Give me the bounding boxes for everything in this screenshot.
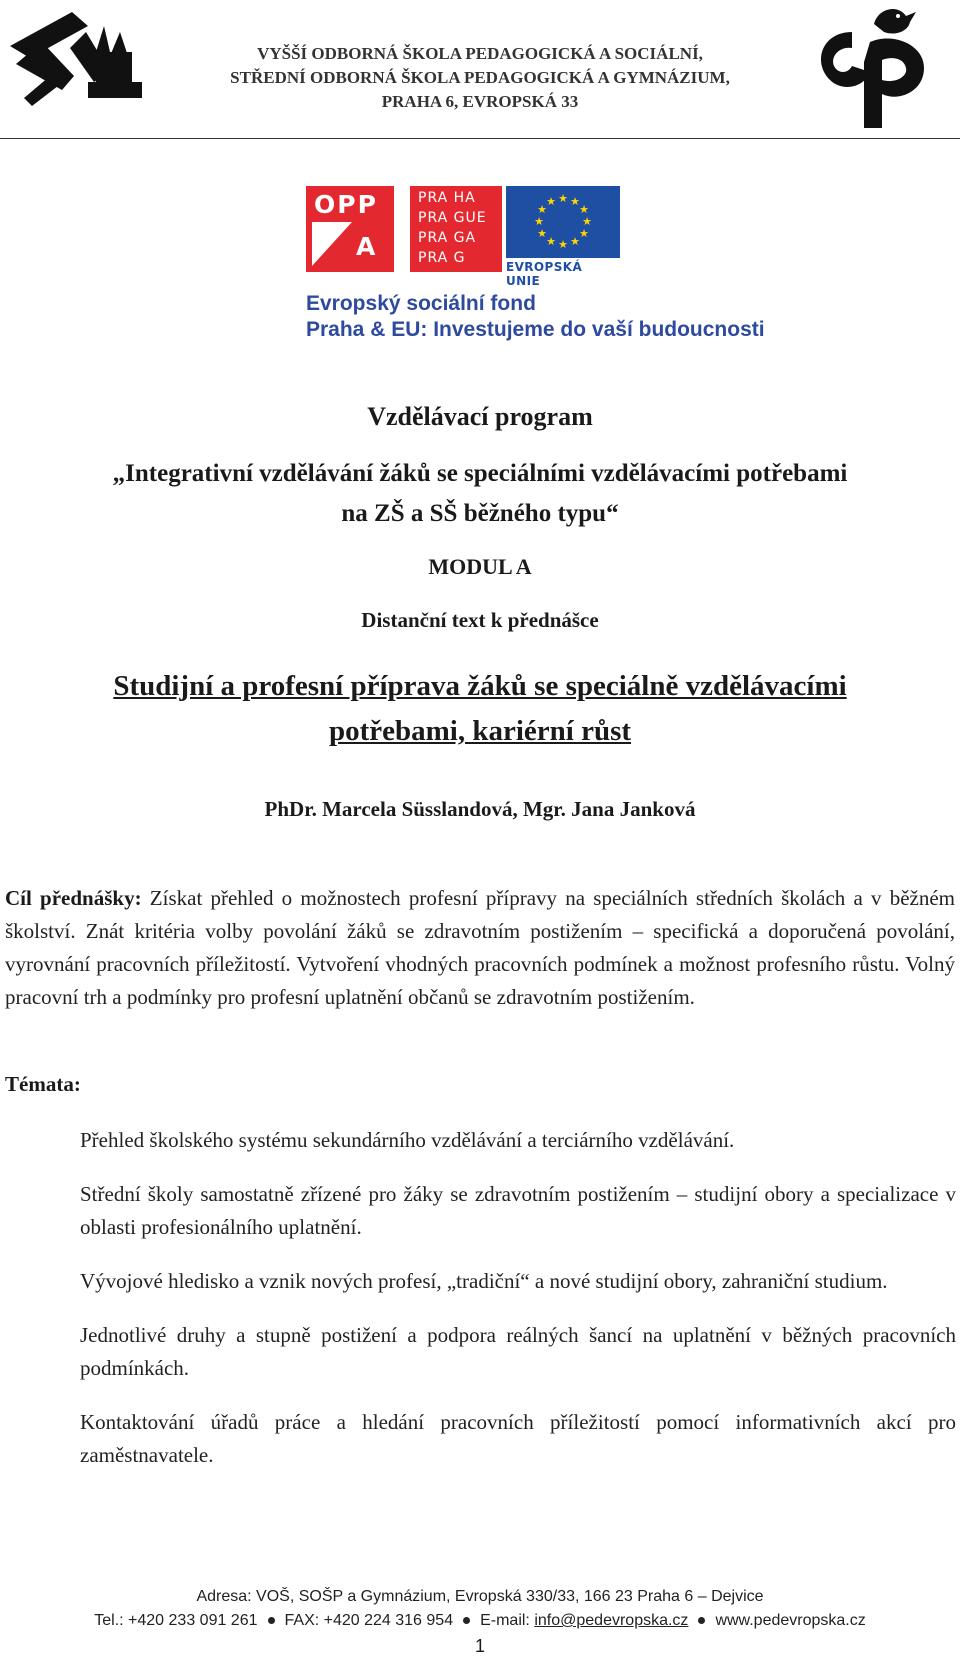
footer-fax: FAX: +420 224 316 954 [284, 1612, 454, 1629]
lecture-title-line2: potřebami, kariérní růst [328, 715, 632, 747]
bullet-separator [268, 1617, 275, 1624]
footer-address: Adresa: VOŠ, SOŠP a Gymnázium, Evropská 330/33, 166 23 Praha 6 – Dejvice [196, 1588, 764, 1605]
footer-tel: Tel.: +420 233 091 261 [94, 1612, 258, 1629]
opp-logo-text-bottom: A [356, 232, 378, 261]
svg-text:★: ★ [537, 227, 547, 240]
bullet-separator [698, 1617, 705, 1624]
svg-text:★: ★ [534, 215, 544, 228]
topic-item: Jednotlivé druhy a stupně postižení a podpora reálných šancí na uplatnění v běžných pracovních podmínkách. [80, 1323, 956, 1380]
praha-logo-row: PRA GUE [418, 210, 487, 226]
svg-text:★: ★ [546, 195, 556, 208]
svg-text:★: ★ [537, 203, 547, 216]
praha-logo-row: PRA HA [418, 190, 476, 206]
topic-item: Vývojové hledisko a vznik nových profesí, „tradiční“ a nové studijní obory, zahraniční studium. [80, 1269, 888, 1293]
opp-logo [306, 186, 394, 272]
topics-heading: Témata: [5, 1072, 81, 1096]
praha-logo-row: PRA GA [418, 230, 477, 246]
esf-title: Evropský sociální fond [306, 292, 536, 315]
module-label: MODUL A [428, 554, 532, 579]
svg-text:★: ★ [570, 235, 580, 248]
eu-flag-icon [506, 186, 620, 258]
opp-logo-shape [312, 222, 356, 268]
bird-logo-icon [812, 2, 932, 128]
school-emblem-icon [10, 12, 142, 112]
school-name [150, 42, 810, 114]
praha-logo-row: PRA G [418, 250, 466, 266]
praha-logo-grid [418, 188, 487, 268]
svg-text:★: ★ [582, 215, 592, 228]
program-name [0, 454, 960, 534]
footer-email-label: E-mail: [480, 1612, 535, 1629]
school-name-line3: PRAHA 6, EVROPSKÁ 33 [381, 92, 579, 111]
lecture-goal [5, 882, 955, 1014]
footer-email-link[interactable]: info@pedevropska.cz [534, 1612, 689, 1629]
program-title: Vzdělávací program [367, 402, 593, 431]
lecture-goal-label: Cíl přednášky: [5, 886, 142, 910]
svg-text:★: ★ [558, 192, 568, 205]
topic-item: Kontaktování úřadů práce a hledání pracovních příležitostí pomocí informativních akcí pro zaměstnavatele. [80, 1410, 956, 1467]
program-name-line2: na ZŠ a SŠ běžného typu“ [341, 500, 619, 527]
page-number: 1 [474, 1636, 485, 1656]
opp-logo-text-top: OPP [314, 190, 378, 219]
svg-text:★: ★ [558, 238, 568, 251]
school-name-line1: VYŠŠÍ ODBORNÁ ŠKOLA PEDAGOGICKÁ A SOCIÁLNÍ, [257, 44, 703, 63]
topic-item: Střední školy samostatně zřízené pro žáky se zdravotním postižením – studijní obory a specializace v oblasti profesionálního uplatnění. [80, 1182, 956, 1239]
svg-text:★: ★ [579, 227, 589, 240]
esf-slogan: Praha & EU: Investujeme do vaší budoucnosti [306, 318, 765, 341]
bullet-separator [463, 1617, 470, 1624]
topic-item: Přehled školského systému sekundárního vzdělávání a terciárního vzdělávání. [80, 1128, 735, 1152]
distance-text-label: Distanční text k přednášce [361, 608, 599, 632]
svg-text:★: ★ [546, 235, 556, 248]
lecture-title-line1: Studijní a profesní příprava žáků se speciálně vzdělávacími [113, 670, 847, 702]
praha-logo [410, 186, 502, 272]
school-name-line2: STŘEDNÍ ODBORNÁ ŠKOLA PEDAGOGICKÁ A GYMNÁZIUM, [230, 68, 730, 87]
lecture-title [0, 664, 960, 754]
topics-list [80, 1124, 956, 1493]
svg-text:★: ★ [570, 195, 580, 208]
footer-web[interactable]: www.pedevropska.cz [715, 1612, 866, 1629]
lecture-goal-text: Získat přehled o možnostech profesní přípravy na speciálních středních školách a v běžném školství. Znát kritéria volby povolání žáků se zdravotním postižením – specifická a doporučená povolání, vyrovnání pracovních příležitostí. Vytvoření vhodných pracovních podmínek a možnost profesního růstu. Volný pracovní trh a podmínky pro profesní uplatnění občanů se zdravotním postižením. [5, 886, 956, 1009]
eu-funding-block [306, 184, 826, 344]
program-name-line1: „Integrativní vzdělávání žáků se speciálními vzdělávacími potřebami [112, 460, 848, 487]
header-divider [0, 138, 960, 139]
authors: PhDr. Marcela Süsslandová, Mgr. Jana Janková [264, 797, 696, 821]
svg-text:★: ★ [579, 203, 589, 216]
footer-contacts [0, 1612, 960, 1630]
page-header [0, 0, 960, 140]
eu-label: EVROPSKÁ UNIE [506, 260, 583, 288]
